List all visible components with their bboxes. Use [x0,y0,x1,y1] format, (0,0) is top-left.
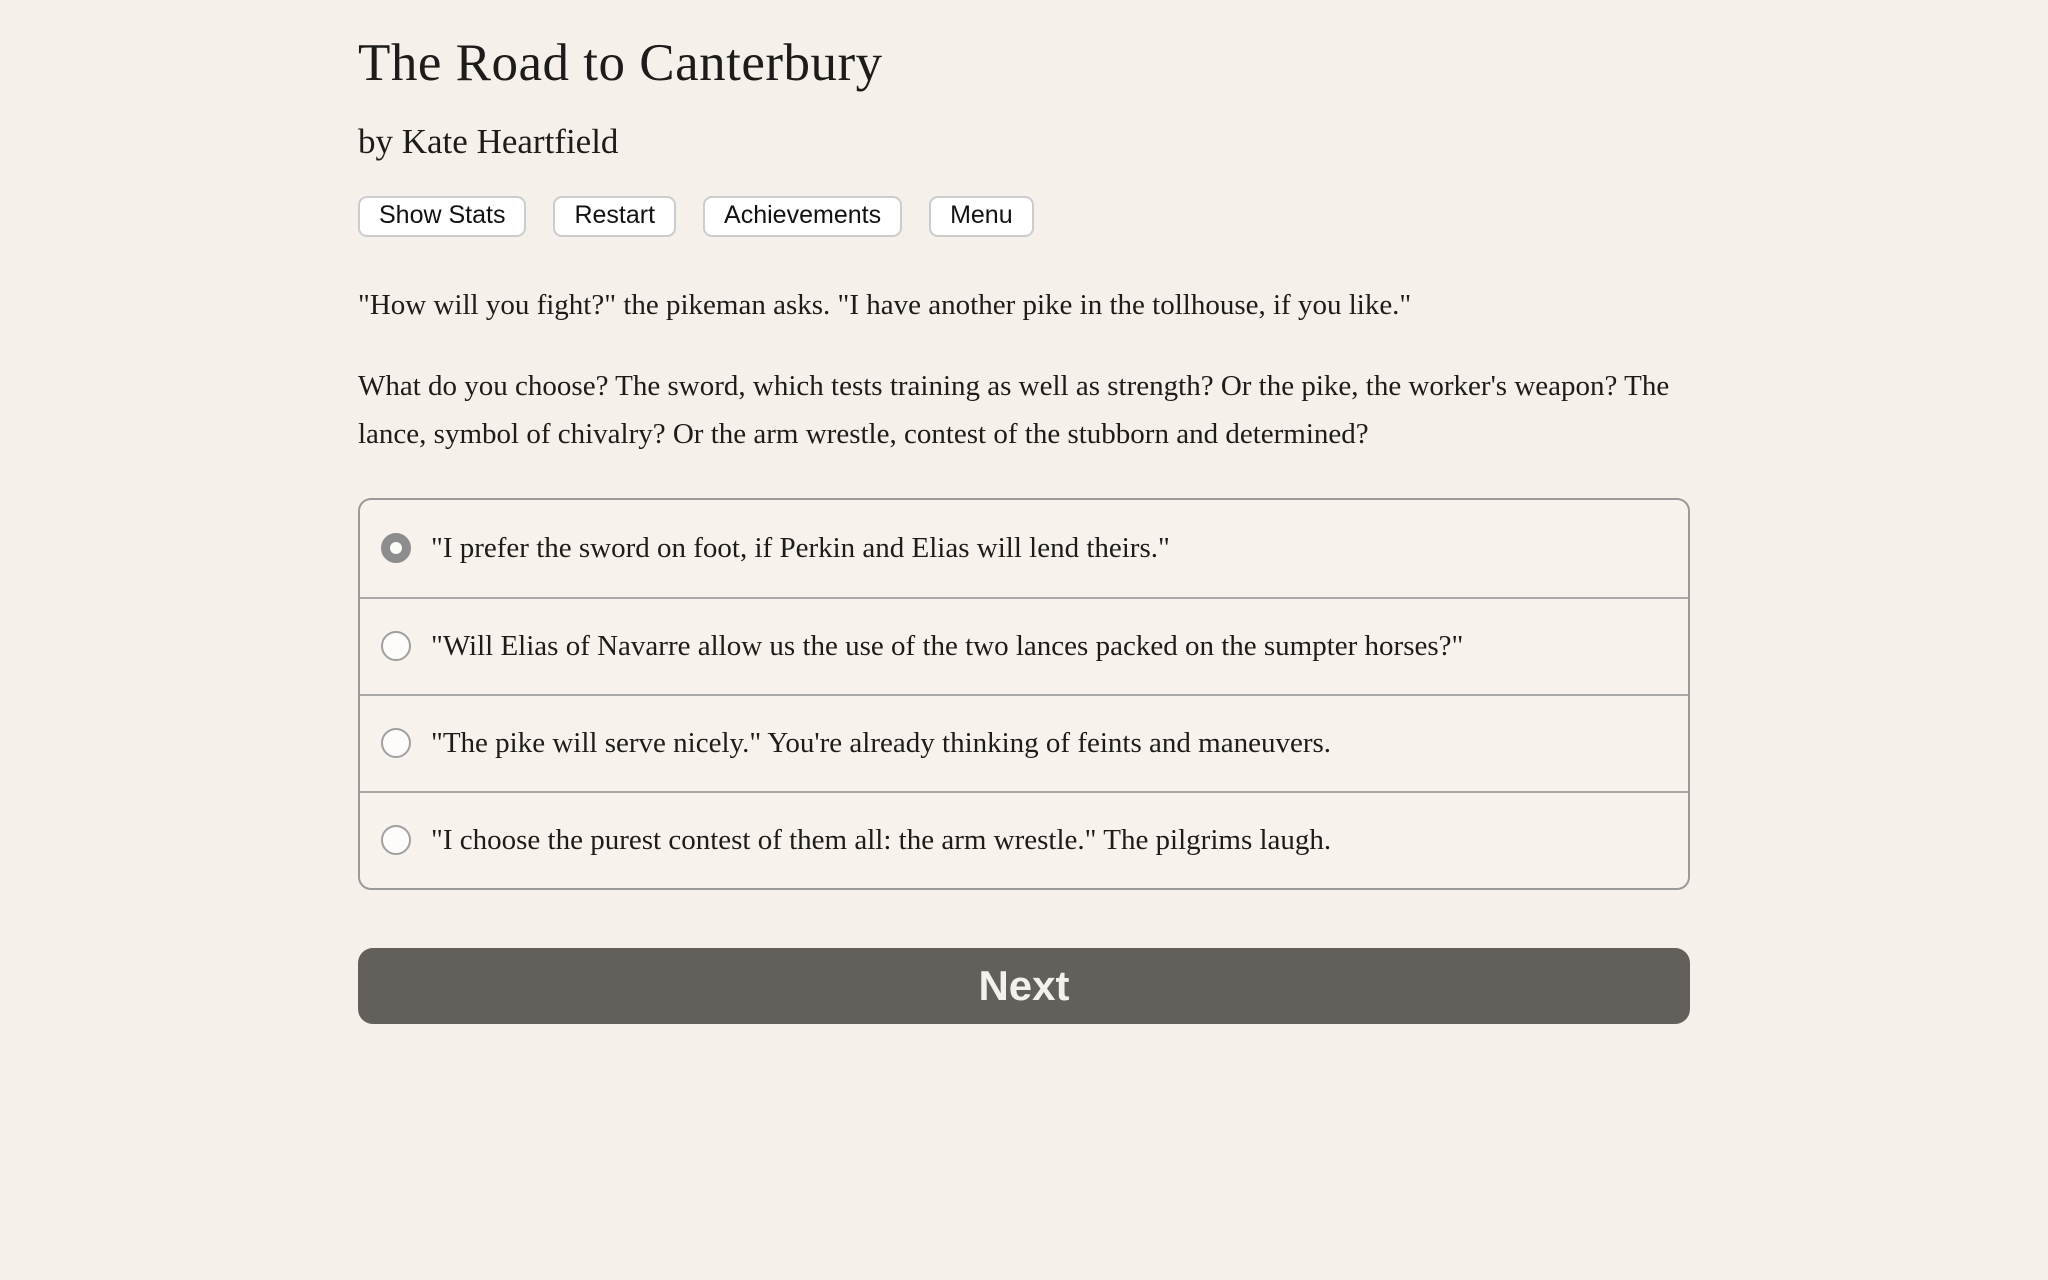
page-title: The Road to Canterbury [358,34,883,92]
story-page [358,0,1690,1024]
achievements-button[interactable]: Achievements [703,196,902,237]
show-stats-button[interactable]: Show Stats [358,196,526,237]
byline: by Kate Heartfield [358,122,619,162]
choice-option-label: "I prefer the sword on foot, if Perkin and Elias will lend theirs." [431,531,1170,564]
radio-button-icon[interactable] [381,728,411,758]
story-paragraph: What do you choose? The sword, which tests training as well as strength? Or the pike, the worker's weapon? The lance, symbol of chivalry? Or the arm wrestle, contest of the stubborn and determined? [358,370,1670,451]
radio-button-icon[interactable] [381,631,411,661]
choice-option-pike[interactable] [360,694,1688,791]
menu-button[interactable]: Menu [929,196,1034,237]
choice-list [358,498,1690,890]
toolbar [358,196,1690,237]
choice-option-lance[interactable] [360,597,1688,694]
choice-option-arm-wrestle[interactable] [360,791,1688,888]
story-text [358,281,1690,458]
radio-button-icon[interactable] [381,533,411,563]
choice-option-label: "I choose the purest contest of them all: the arm wrestle." The pilgrims laugh. [431,823,1332,856]
story-paragraph: "How will you fight?" the pikeman asks. "I have another pike in the tollhouse, if you like." [358,289,1412,322]
choice-option-sword[interactable] [360,500,1688,597]
choice-option-label: "The pike will serve nicely." You're already thinking of feints and maneuvers. [431,726,1332,759]
radio-button-icon[interactable] [381,825,411,855]
restart-button[interactable]: Restart [553,196,676,237]
next-button[interactable]: Next [358,948,1690,1024]
choice-option-label: "Will Elias of Navarre allow us the use of the two lances packed on the sumpter horses?" [431,629,1464,662]
